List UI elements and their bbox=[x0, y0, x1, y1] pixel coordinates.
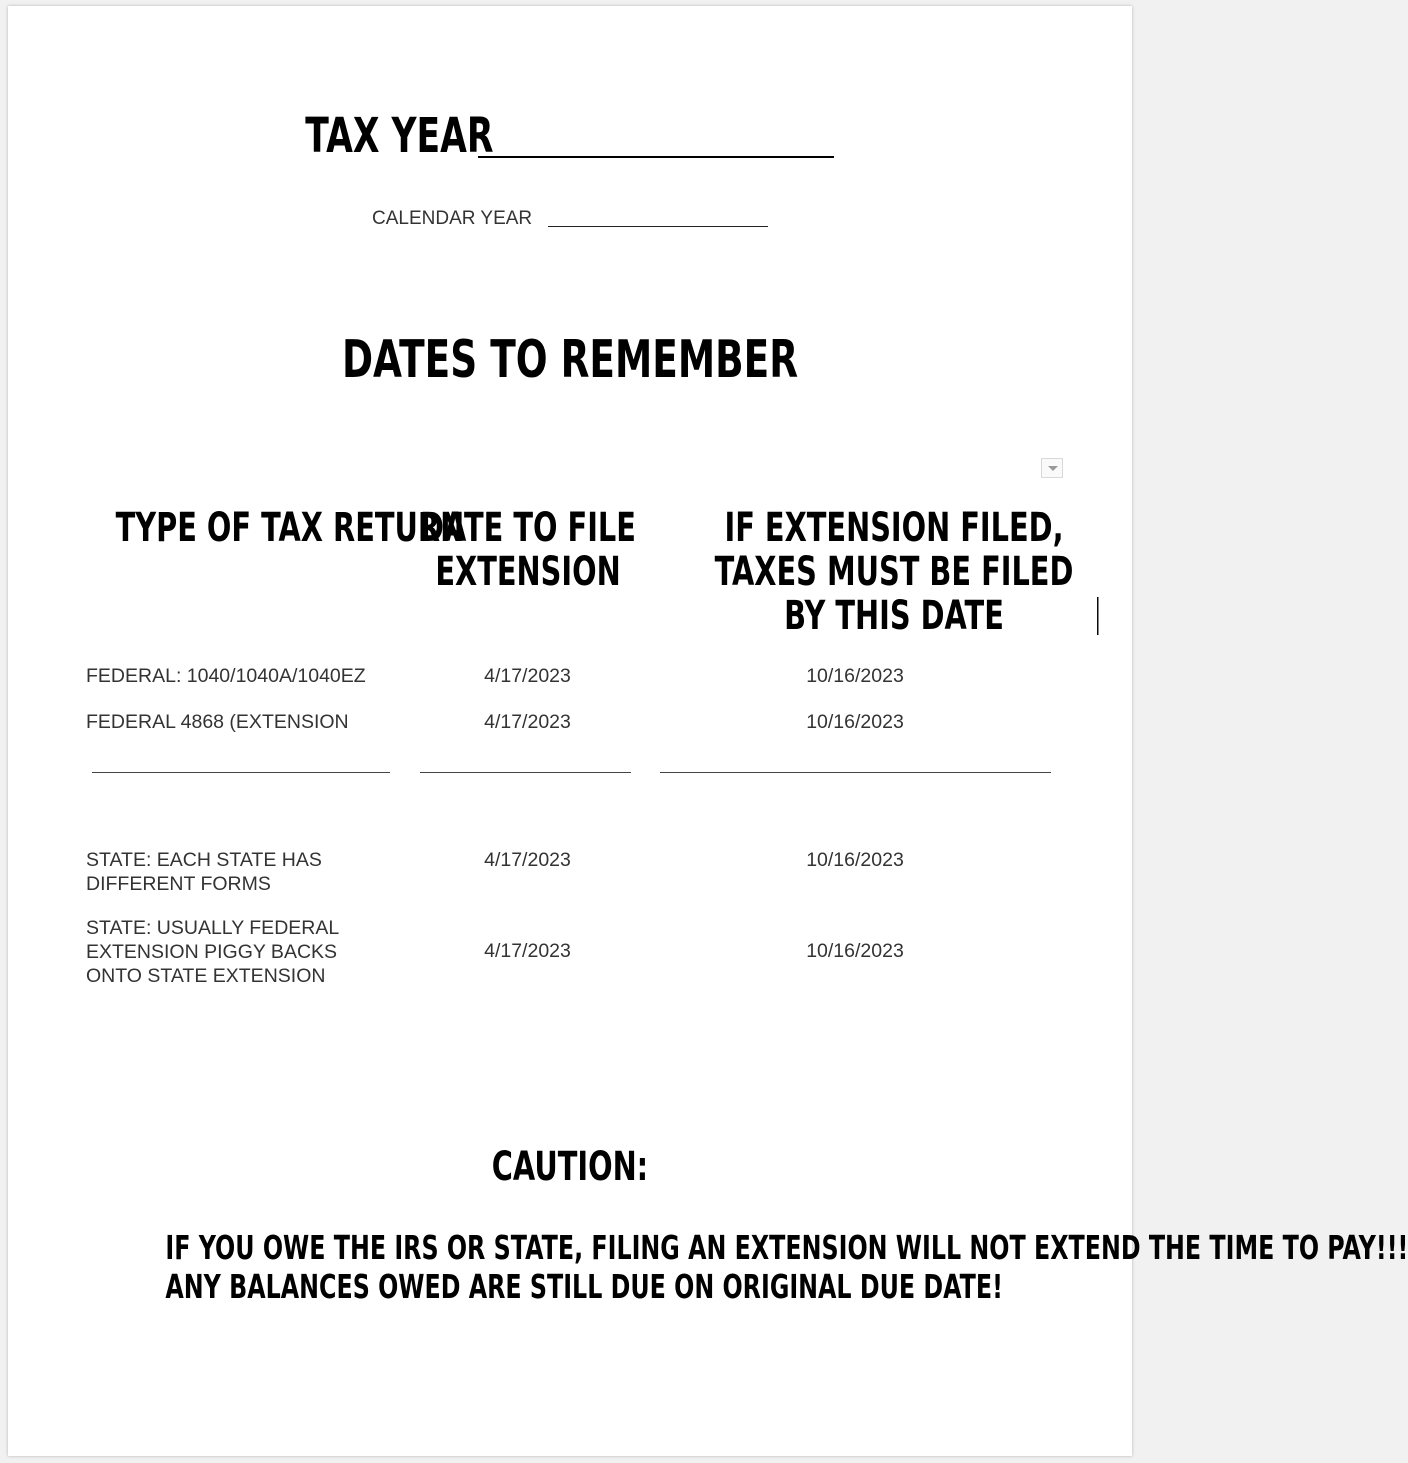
row-3-type: STATE: EACH STATE HAS DIFFERENT FORMS bbox=[86, 849, 322, 895]
caution-line-1: IF YOU OWE THE IRS OR STATE, FILING AN EXTENSION WILL NOT EXTEND THE TIME TO PAY!!! bbox=[165, 1228, 1408, 1267]
row-2-type: FEDERAL 4868 (EXTENSION bbox=[86, 711, 349, 733]
column-header-filed-by-date[interactable] bbox=[692, 505, 1074, 639]
text-cursor bbox=[1097, 597, 1098, 635]
calendar-year-label: CALENDAR YEAR bbox=[372, 208, 533, 229]
tax-year-blank-line[interactable] bbox=[478, 156, 834, 158]
row-3-extension-date: 4/17/2023 bbox=[484, 849, 571, 871]
separator-line-type bbox=[92, 772, 390, 773]
row-3-filed-by-date: 10/16/2023 bbox=[806, 849, 904, 871]
row-1-filed-by-date: 10/16/2023 bbox=[806, 665, 904, 687]
column-header-extension-date bbox=[420, 505, 636, 595]
caution-heading: CAUTION: bbox=[491, 1144, 649, 1190]
row-4-type: STATE: USUALLY FEDERAL EXTENSION PIGGY BACKS ONTO STATE EXTENSION bbox=[86, 917, 339, 987]
column-header-filed-by-date-text: IF EXTENSION FILED, TAXES MUST BE FILED BY THIS DATE bbox=[714, 505, 1074, 639]
tax-year-row bbox=[8, 106, 1132, 166]
tax-year-label: TAX YEAR bbox=[305, 108, 494, 164]
calendar-year-blank-line[interactable] bbox=[548, 226, 768, 227]
caution-line-2: ANY BALANCES OWED ARE STILL DUE ON ORIGINAL DUE DATE! bbox=[165, 1267, 1003, 1306]
row-4-filed-by-date: 10/16/2023 bbox=[806, 940, 904, 962]
column-header-type: TYPE OF TAX RETURN bbox=[115, 505, 465, 551]
row-1-type: FEDERAL: 1040/1040A/1040EZ bbox=[86, 665, 366, 687]
row-2-extension-date: 4/17/2023 bbox=[484, 711, 571, 733]
column-header-extension-date-text: DATE TO FILE EXTENSION bbox=[420, 505, 636, 595]
page-title: DATES TO REMEMBER bbox=[341, 330, 799, 390]
dropdown-arrow-icon[interactable] bbox=[1041, 458, 1063, 478]
separator-line-filed-by bbox=[660, 772, 1051, 773]
document-page bbox=[8, 6, 1408, 1456]
row-4-extension-date: 4/17/2023 bbox=[484, 940, 571, 962]
separator-line-extension bbox=[420, 772, 631, 773]
row-1-extension-date: 4/17/2023 bbox=[484, 665, 571, 687]
row-2-filed-by-date: 10/16/2023 bbox=[806, 711, 904, 733]
